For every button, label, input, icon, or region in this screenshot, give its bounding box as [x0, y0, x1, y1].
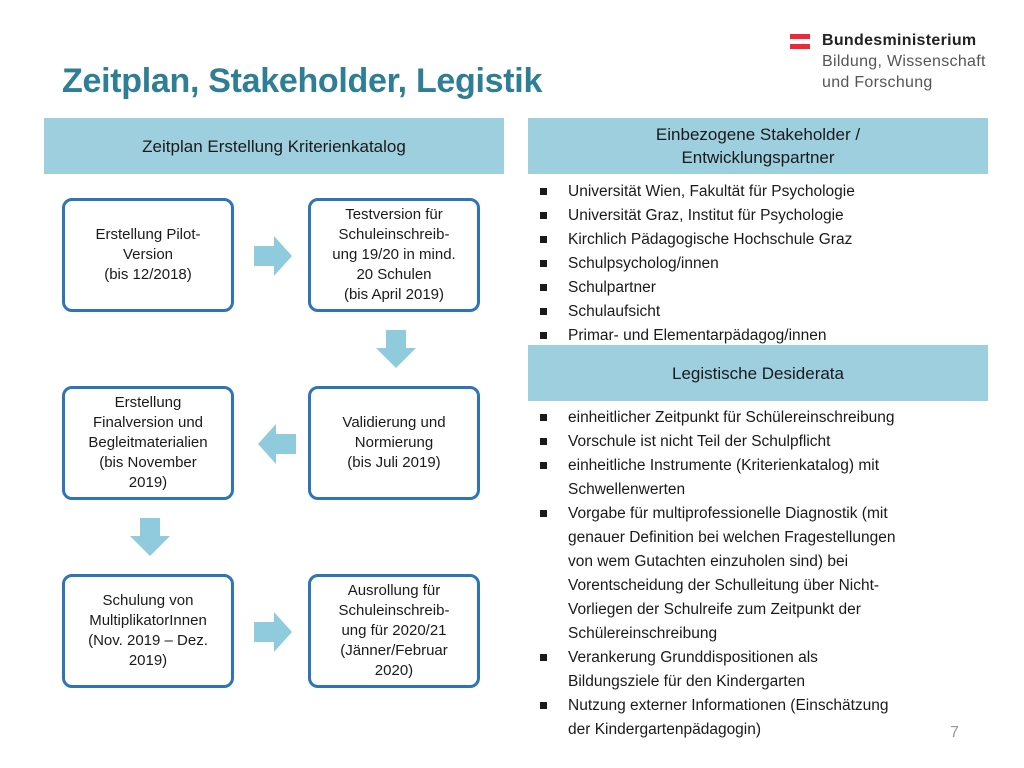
list-item: Universität Graz, Institut für Psychologie — [528, 204, 988, 228]
step-line: (Nov. 2019 – Dez. — [88, 632, 208, 649]
bullet-icon — [540, 654, 547, 661]
legistik-list — [528, 406, 998, 742]
bullet-icon — [540, 414, 547, 421]
bullet-icon — [540, 212, 547, 219]
arrow-down-icon — [376, 330, 416, 368]
bullet-icon — [540, 188, 547, 195]
list-item: Vorgabe für multiprofessionelle Diagnostik (mit genauer Definition bei welchen Fragestellungen von wem Gutachten einzuholen sind) bei Vorentscheidung der Schulleitung über Nicht- Vorliegen der Schulreife zum Zeitpunkt der Schülereinschreibung — [528, 502, 998, 646]
step-line: Ausrollung für — [347, 582, 441, 599]
page-number: 7 — [950, 724, 959, 741]
step-line: (bis November — [99, 454, 197, 471]
step-line: Schuleinschreib- — [338, 602, 450, 619]
list-item: Vorschule ist nicht Teil der Schulpflicht — [528, 430, 998, 454]
logo-line-3: und Forschung — [822, 74, 933, 91]
page-title: Zeitplan, Stakeholder, Legistik — [62, 62, 543, 100]
legistik-header — [528, 345, 988, 401]
step-line: Testversion für — [345, 206, 443, 223]
step-line: Normierung — [354, 434, 434, 451]
stakeholder-header — [528, 118, 988, 174]
list-item: Verankerung Grunddispositionen als Bildungsziele für den Kindergarten — [528, 646, 998, 694]
stakeholder-header-line-1: Einbezogene Stakeholder / — [655, 125, 861, 144]
stakeholder-list — [528, 180, 988, 348]
list-item: Schulpsycholog/innen — [528, 252, 988, 276]
step-line: Erstellung Pilot- — [95, 226, 201, 243]
list-item: Universität Wien, Fakultät für Psychologie — [528, 180, 988, 204]
stakeholder-header-line-2: Entwicklungspartner — [681, 148, 835, 167]
bullet-icon — [540, 308, 547, 315]
step-line: Schuleinschreib- — [338, 226, 450, 243]
bullet-icon — [540, 260, 547, 267]
step-box-pilot — [62, 198, 234, 312]
step-line: 2019) — [128, 474, 168, 491]
arrow-right-icon — [254, 612, 294, 652]
list-item: Nutzung externer Informationen (Einschätzung der Kindergartenpädagogin) — [528, 694, 998, 742]
list-item: Kirchlich Pädagogische Hochschule Graz — [528, 228, 988, 252]
bullet-icon — [540, 438, 547, 445]
step-line: MultiplikatorInnen — [89, 612, 207, 629]
list-item: Schulpartner — [528, 276, 988, 300]
step-box-validierung — [308, 386, 480, 500]
step-line: Version — [122, 246, 174, 263]
list-item: Primar- und Elementarpädagog/innen — [528, 324, 988, 348]
step-line: Validierung und — [342, 414, 446, 431]
step-box-ausrollung — [308, 574, 480, 688]
bullet-icon — [540, 284, 547, 291]
step-line: Finalversion und — [92, 414, 204, 431]
step-line: 2019) — [128, 652, 168, 669]
list-item: einheitliche Instrumente (Kriterienkatalog) mit Schwellenwerten — [528, 454, 998, 502]
bullet-icon — [540, 236, 547, 243]
list-item: einheitlicher Zeitpunkt für Schülereinschreibung — [528, 406, 998, 430]
step-line: (bis April 2019) — [343, 286, 445, 303]
bullet-icon — [540, 332, 547, 339]
step-line: ung für 2020/21 — [341, 622, 447, 639]
arrow-left-icon — [256, 424, 296, 464]
zeitplan-header — [44, 118, 504, 174]
step-line: Begleitmaterialien — [88, 434, 208, 451]
step-box-testversion — [308, 198, 480, 312]
zeitplan-header-text: Zeitplan Erstellung Kriterienkatalog — [142, 136, 406, 156]
step-box-finalversion — [62, 386, 234, 500]
logo-line-2: Bildung, Wissenschaft — [822, 53, 986, 70]
list-item: Schulaufsicht — [528, 300, 988, 324]
step-line: (Jänner/Februar — [340, 642, 448, 659]
bullet-icon — [540, 510, 547, 517]
step-line: (bis Juli 2019) — [347, 454, 441, 471]
austrian-flag-icon — [790, 34, 810, 49]
legistik-header-text: Legistische Desiderata — [672, 363, 844, 383]
bullet-icon — [540, 462, 547, 469]
step-line: 2020) — [374, 662, 414, 679]
step-line: Erstellung — [114, 394, 182, 411]
arrow-down-icon — [130, 518, 170, 556]
logo-line-1: Bundesministerium — [822, 32, 977, 49]
step-line: (bis 12/2018) — [104, 266, 192, 283]
step-line: 20 Schulen — [356, 266, 432, 283]
step-line: Schulung von — [102, 592, 194, 609]
step-line: ung 19/20 in mind. — [332, 246, 456, 263]
arrow-right-icon — [254, 236, 294, 276]
step-box-schulung — [62, 574, 234, 688]
bullet-icon — [540, 702, 547, 709]
